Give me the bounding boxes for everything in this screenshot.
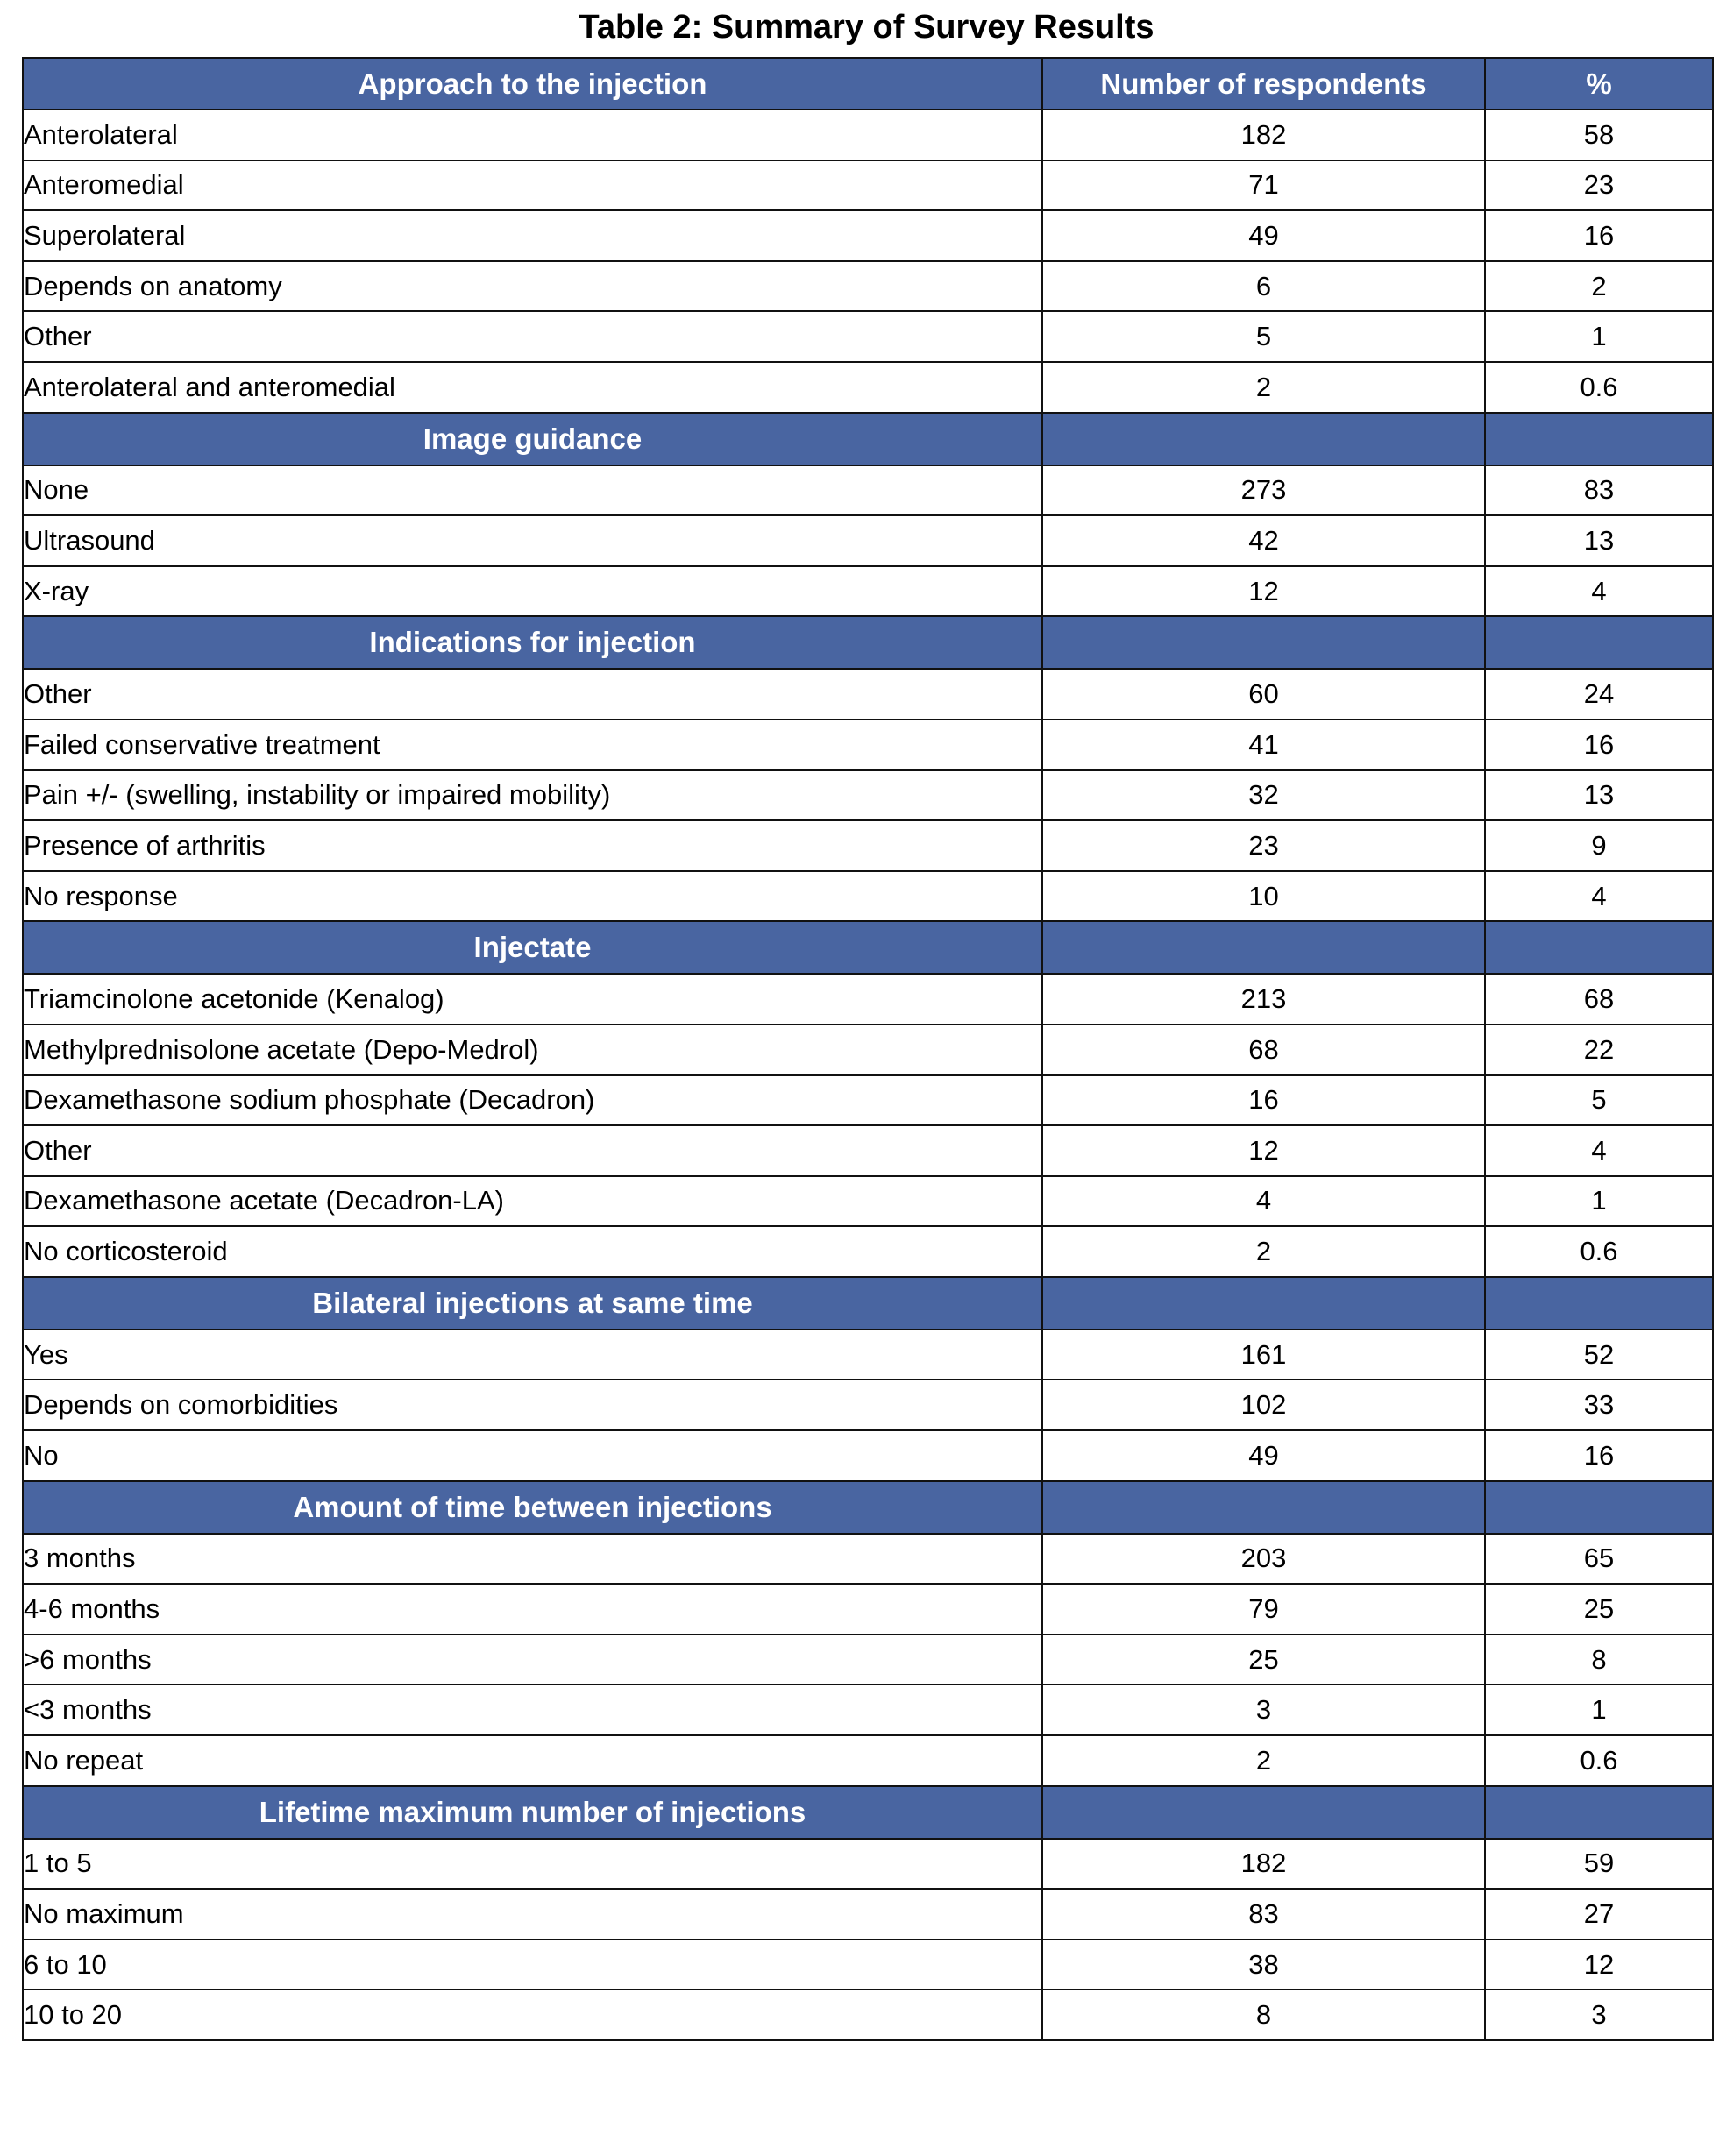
table-row — [23, 1839, 1713, 1890]
percent-value: 0.6 — [1485, 1735, 1713, 1786]
table-row — [23, 1176, 1713, 1227]
column-header-number: Number of respondents — [1042, 58, 1485, 110]
percent-value: 24 — [1485, 669, 1713, 720]
respondent-count: 2 — [1042, 362, 1485, 413]
percent-value: 13 — [1485, 515, 1713, 566]
section-header-row — [23, 1786, 1713, 1839]
table-row — [23, 1684, 1713, 1735]
percent-value: 4 — [1485, 566, 1713, 617]
table-row — [23, 210, 1713, 261]
percent-value: 8 — [1485, 1635, 1713, 1685]
respondent-count: 6 — [1042, 261, 1485, 312]
respondent-count: 273 — [1042, 465, 1485, 516]
table-row — [23, 1075, 1713, 1126]
percent-value: 83 — [1485, 465, 1713, 516]
row-label: Superolateral — [23, 210, 1042, 261]
respondent-count: 68 — [1042, 1025, 1485, 1075]
respondent-count: 23 — [1042, 820, 1485, 871]
section-title: Lifetime maximum number of injections — [23, 1786, 1042, 1839]
row-label: No repeat — [23, 1735, 1042, 1786]
percent-value: 68 — [1485, 974, 1713, 1025]
percent-value: 1 — [1485, 1176, 1713, 1227]
table-row — [23, 1226, 1713, 1277]
respondent-count: 38 — [1042, 1940, 1485, 1990]
section-header-empty-cell — [1042, 1481, 1485, 1534]
table-body — [23, 58, 1713, 2040]
row-label: 3 months — [23, 1534, 1042, 1585]
section-header-row — [23, 413, 1713, 465]
column-header-percent: % — [1485, 58, 1713, 110]
table-row — [23, 770, 1713, 821]
row-label: Triamcinolone acetonide (Kenalog) — [23, 974, 1042, 1025]
percent-value: 16 — [1485, 1430, 1713, 1481]
respondent-count: 12 — [1042, 566, 1485, 617]
row-label: Pain +/- (swelling, instability or impaired mobility) — [23, 770, 1042, 821]
section-header-row — [23, 58, 1713, 110]
table-row — [23, 1025, 1713, 1075]
respondent-count: 10 — [1042, 871, 1485, 922]
table-row — [23, 974, 1713, 1025]
table-row — [23, 110, 1713, 160]
table-row — [23, 871, 1713, 922]
respondent-count: 2 — [1042, 1226, 1485, 1277]
percent-value: 4 — [1485, 871, 1713, 922]
percent-value: 59 — [1485, 1839, 1713, 1890]
respondent-count: 182 — [1042, 110, 1485, 160]
row-label: No response — [23, 871, 1042, 922]
percent-value: 9 — [1485, 820, 1713, 871]
section-header-empty-cell — [1042, 921, 1485, 974]
row-label: Yes — [23, 1330, 1042, 1380]
respondent-count: 182 — [1042, 1839, 1485, 1890]
percent-value: 33 — [1485, 1379, 1713, 1430]
section-header-row — [23, 616, 1713, 669]
section-title: Injectate — [23, 921, 1042, 974]
percent-value: 58 — [1485, 110, 1713, 160]
section-header-empty-cell — [1042, 616, 1485, 669]
respondent-count: 42 — [1042, 515, 1485, 566]
respondent-count: 2 — [1042, 1735, 1485, 1786]
table-row — [23, 515, 1713, 566]
respondent-count: 12 — [1042, 1125, 1485, 1176]
respondent-count: 3 — [1042, 1684, 1485, 1735]
row-label: X-ray — [23, 566, 1042, 617]
table-row — [23, 1635, 1713, 1685]
percent-value: 2 — [1485, 261, 1713, 312]
row-label: 1 to 5 — [23, 1839, 1042, 1890]
section-header-empty-cell — [1485, 413, 1713, 465]
row-label: <3 months — [23, 1684, 1042, 1735]
respondent-count: 102 — [1042, 1379, 1485, 1430]
section-title: Approach to the injection — [23, 58, 1042, 110]
section-header-empty-cell — [1042, 1277, 1485, 1330]
respondent-count: 83 — [1042, 1889, 1485, 1940]
respondent-count: 49 — [1042, 1430, 1485, 1481]
row-label: 10 to 20 — [23, 1989, 1042, 2040]
percent-value: 22 — [1485, 1025, 1713, 1075]
section-title: Indications for injection — [23, 616, 1042, 669]
percent-value: 25 — [1485, 1584, 1713, 1635]
section-header-empty-cell — [1485, 1786, 1713, 1839]
section-header-empty-cell — [1485, 1481, 1713, 1534]
table-row — [23, 261, 1713, 312]
row-label: Anterolateral and anteromedial — [23, 362, 1042, 413]
percent-value: 16 — [1485, 210, 1713, 261]
row-label: None — [23, 465, 1042, 516]
table-row — [23, 566, 1713, 617]
table-row — [23, 1989, 1713, 2040]
table-row — [23, 720, 1713, 770]
section-header-empty-cell — [1485, 616, 1713, 669]
row-label: Anterolateral — [23, 110, 1042, 160]
row-label: 4-6 months — [23, 1584, 1042, 1635]
percent-value: 13 — [1485, 770, 1713, 821]
percent-value: 0.6 — [1485, 362, 1713, 413]
row-label: Dexamethasone acetate (Decadron-LA) — [23, 1176, 1042, 1227]
table-row — [23, 362, 1713, 413]
table-row — [23, 820, 1713, 871]
row-label: Methylprednisolone acetate (Depo-Medrol) — [23, 1025, 1042, 1075]
percent-value: 27 — [1485, 1889, 1713, 1940]
row-label: Failed conservative treatment — [23, 720, 1042, 770]
row-label: Depends on anatomy — [23, 261, 1042, 312]
section-title: Amount of time between injections — [23, 1481, 1042, 1534]
respondent-count: 71 — [1042, 160, 1485, 211]
section-title: Bilateral injections at same time — [23, 1277, 1042, 1330]
row-label: Presence of arthritis — [23, 820, 1042, 871]
row-label: Other — [23, 311, 1042, 362]
respondent-count: 213 — [1042, 974, 1485, 1025]
table-row — [23, 669, 1713, 720]
row-label: Other — [23, 1125, 1042, 1176]
percent-value: 12 — [1485, 1940, 1713, 1990]
section-header-row — [23, 1277, 1713, 1330]
table-row — [23, 1430, 1713, 1481]
percent-value: 65 — [1485, 1534, 1713, 1585]
table-row — [23, 311, 1713, 362]
table-row — [23, 1125, 1713, 1176]
percent-value: 1 — [1485, 311, 1713, 362]
respondent-count: 32 — [1042, 770, 1485, 821]
table-row — [23, 160, 1713, 211]
section-header-empty-cell — [1042, 1786, 1485, 1839]
section-header-empty-cell — [1485, 1277, 1713, 1330]
respondent-count: 161 — [1042, 1330, 1485, 1380]
section-header-empty-cell — [1485, 921, 1713, 974]
row-label: Anteromedial — [23, 160, 1042, 211]
row-label: No — [23, 1430, 1042, 1481]
percent-value: 23 — [1485, 160, 1713, 211]
percent-value: 4 — [1485, 1125, 1713, 1176]
table-row — [23, 1379, 1713, 1430]
section-header-empty-cell — [1042, 413, 1485, 465]
respondent-count: 4 — [1042, 1176, 1485, 1227]
row-label: >6 months — [23, 1635, 1042, 1685]
respondent-count: 203 — [1042, 1534, 1485, 1585]
percent-value: 3 — [1485, 1989, 1713, 2040]
percent-value: 1 — [1485, 1684, 1713, 1735]
percent-value: 52 — [1485, 1330, 1713, 1380]
row-label: 6 to 10 — [23, 1940, 1042, 1990]
respondent-count: 41 — [1042, 720, 1485, 770]
percent-value: 16 — [1485, 720, 1713, 770]
survey-results-table — [22, 57, 1714, 2041]
section-header-row — [23, 1481, 1713, 1534]
row-label: Ultrasound — [23, 515, 1042, 566]
table-row — [23, 1330, 1713, 1380]
section-title: Image guidance — [23, 413, 1042, 465]
respondent-count: 79 — [1042, 1584, 1485, 1635]
table-row — [23, 1584, 1713, 1635]
row-label: No corticosteroid — [23, 1226, 1042, 1277]
table-row — [23, 1889, 1713, 1940]
row-label: No maximum — [23, 1889, 1042, 1940]
percent-value: 5 — [1485, 1075, 1713, 1126]
table-row — [23, 465, 1713, 516]
table-row — [23, 1534, 1713, 1585]
row-label: Other — [23, 669, 1042, 720]
percent-value: 0.6 — [1485, 1226, 1713, 1277]
section-header-row — [23, 921, 1713, 974]
respondent-count: 16 — [1042, 1075, 1485, 1126]
row-label: Depends on comorbidities — [23, 1379, 1042, 1430]
respondent-count: 5 — [1042, 311, 1485, 362]
respondent-count: 60 — [1042, 669, 1485, 720]
respondent-count: 25 — [1042, 1635, 1485, 1685]
row-label: Dexamethasone sodium phosphate (Decadron) — [23, 1075, 1042, 1126]
respondent-count: 49 — [1042, 210, 1485, 261]
respondent-count: 8 — [1042, 1989, 1485, 2040]
table-row — [23, 1735, 1713, 1786]
table-row — [23, 1940, 1713, 1990]
table-title: Table 2: Summary of Survey Results — [579, 9, 1154, 46]
